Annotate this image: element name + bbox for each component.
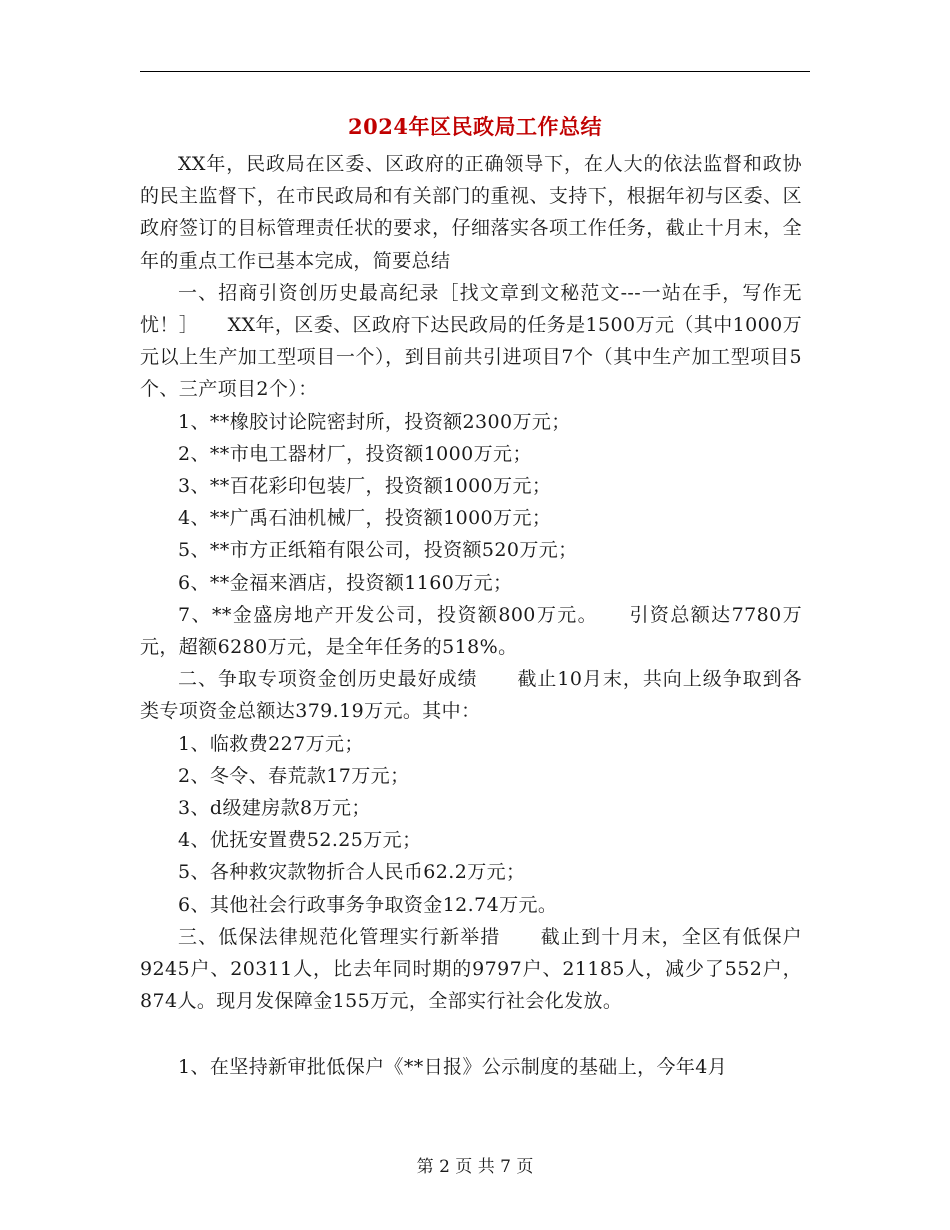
paragraph-intro: XX年，民政局在区委、区政府的正确领导下，在人大的依法监督和政协的民主监督下，在市民政局和有关部门的重视、支持下，根据年初与区委、区政府签订的目标管理责任状的要求，仔细落实各项工作任务，截止十月末，全年的重点工作已基本完成，简要总结 <box>140 153 802 272</box>
list-item: 5、**市方正纸箱有限公司，投资额520万元； <box>178 539 578 562</box>
list-item: 2、**市电工器材厂，投资额1000万元； <box>178 442 532 465</box>
list-item: 4、优抚安置费52.25万元； <box>178 829 422 852</box>
list-item: 7、**金盛房地产开发公司，投资额800万元。 引资总额达7780万元，超额6280万元，是全年任务的518%。 <box>140 603 802 659</box>
document-title: 2024年区民政局工作总结 <box>348 114 602 139</box>
paragraph-section-3: 三、低保法律规范化管理实行新举措 截止到十月末，全区有低保户9245户、20311人，比去年同时期的9797户、21185人，减少了552户，874人。现月发保障金155万元，全部实行社会化发放。 <box>140 925 802 1013</box>
list-item: 5、各种救灾款物折合人民币62.2万元； <box>178 861 526 884</box>
page-number: 第 2 页 共 7 页 <box>416 1157 534 1177</box>
list-item: 2、冬令、春荒款17万元； <box>178 764 410 787</box>
paragraph-section-1: 一、招商引资创历史最高纪录［找文章到文秘范文---一站在手，写作无忧！］ XX年，区委、区政府下达民政局的任务是1500万元（其中1000万元以上生产加工型项目一个），到目前共引进项目7个（其中生产加工型项目5个、三产项目2个）： <box>140 281 802 401</box>
list-item: 4、**广禹石油机械厂，投资额1000万元； <box>178 507 552 530</box>
list-item: 1、临救费227万元； <box>178 732 364 755</box>
header-rule <box>140 71 810 72</box>
paragraph-continued: 1、在坚持新审批低保户《**日报》公示制度的基础上，今年4月 <box>178 1056 728 1079</box>
document-body <box>140 148 802 1084</box>
list-item: 1、**橡胶讨论院密封所，投资额2300万元； <box>178 410 571 433</box>
list-item: 3、d级建房款8万元； <box>178 797 371 820</box>
paragraph-section-2: 二、争取专项资金创历史最好成绩 截止10月末，共向上级争取到各类专项资金总额达379.19万元。其中： <box>140 668 802 723</box>
list-item: 6、其他社会行政事务争取资金12.74万元。 <box>178 893 558 916</box>
list-item: 6、**金福来酒店，投资额1160万元； <box>178 571 513 594</box>
list-item: 3、**百花彩印包装厂，投资额1000万元； <box>178 475 552 498</box>
